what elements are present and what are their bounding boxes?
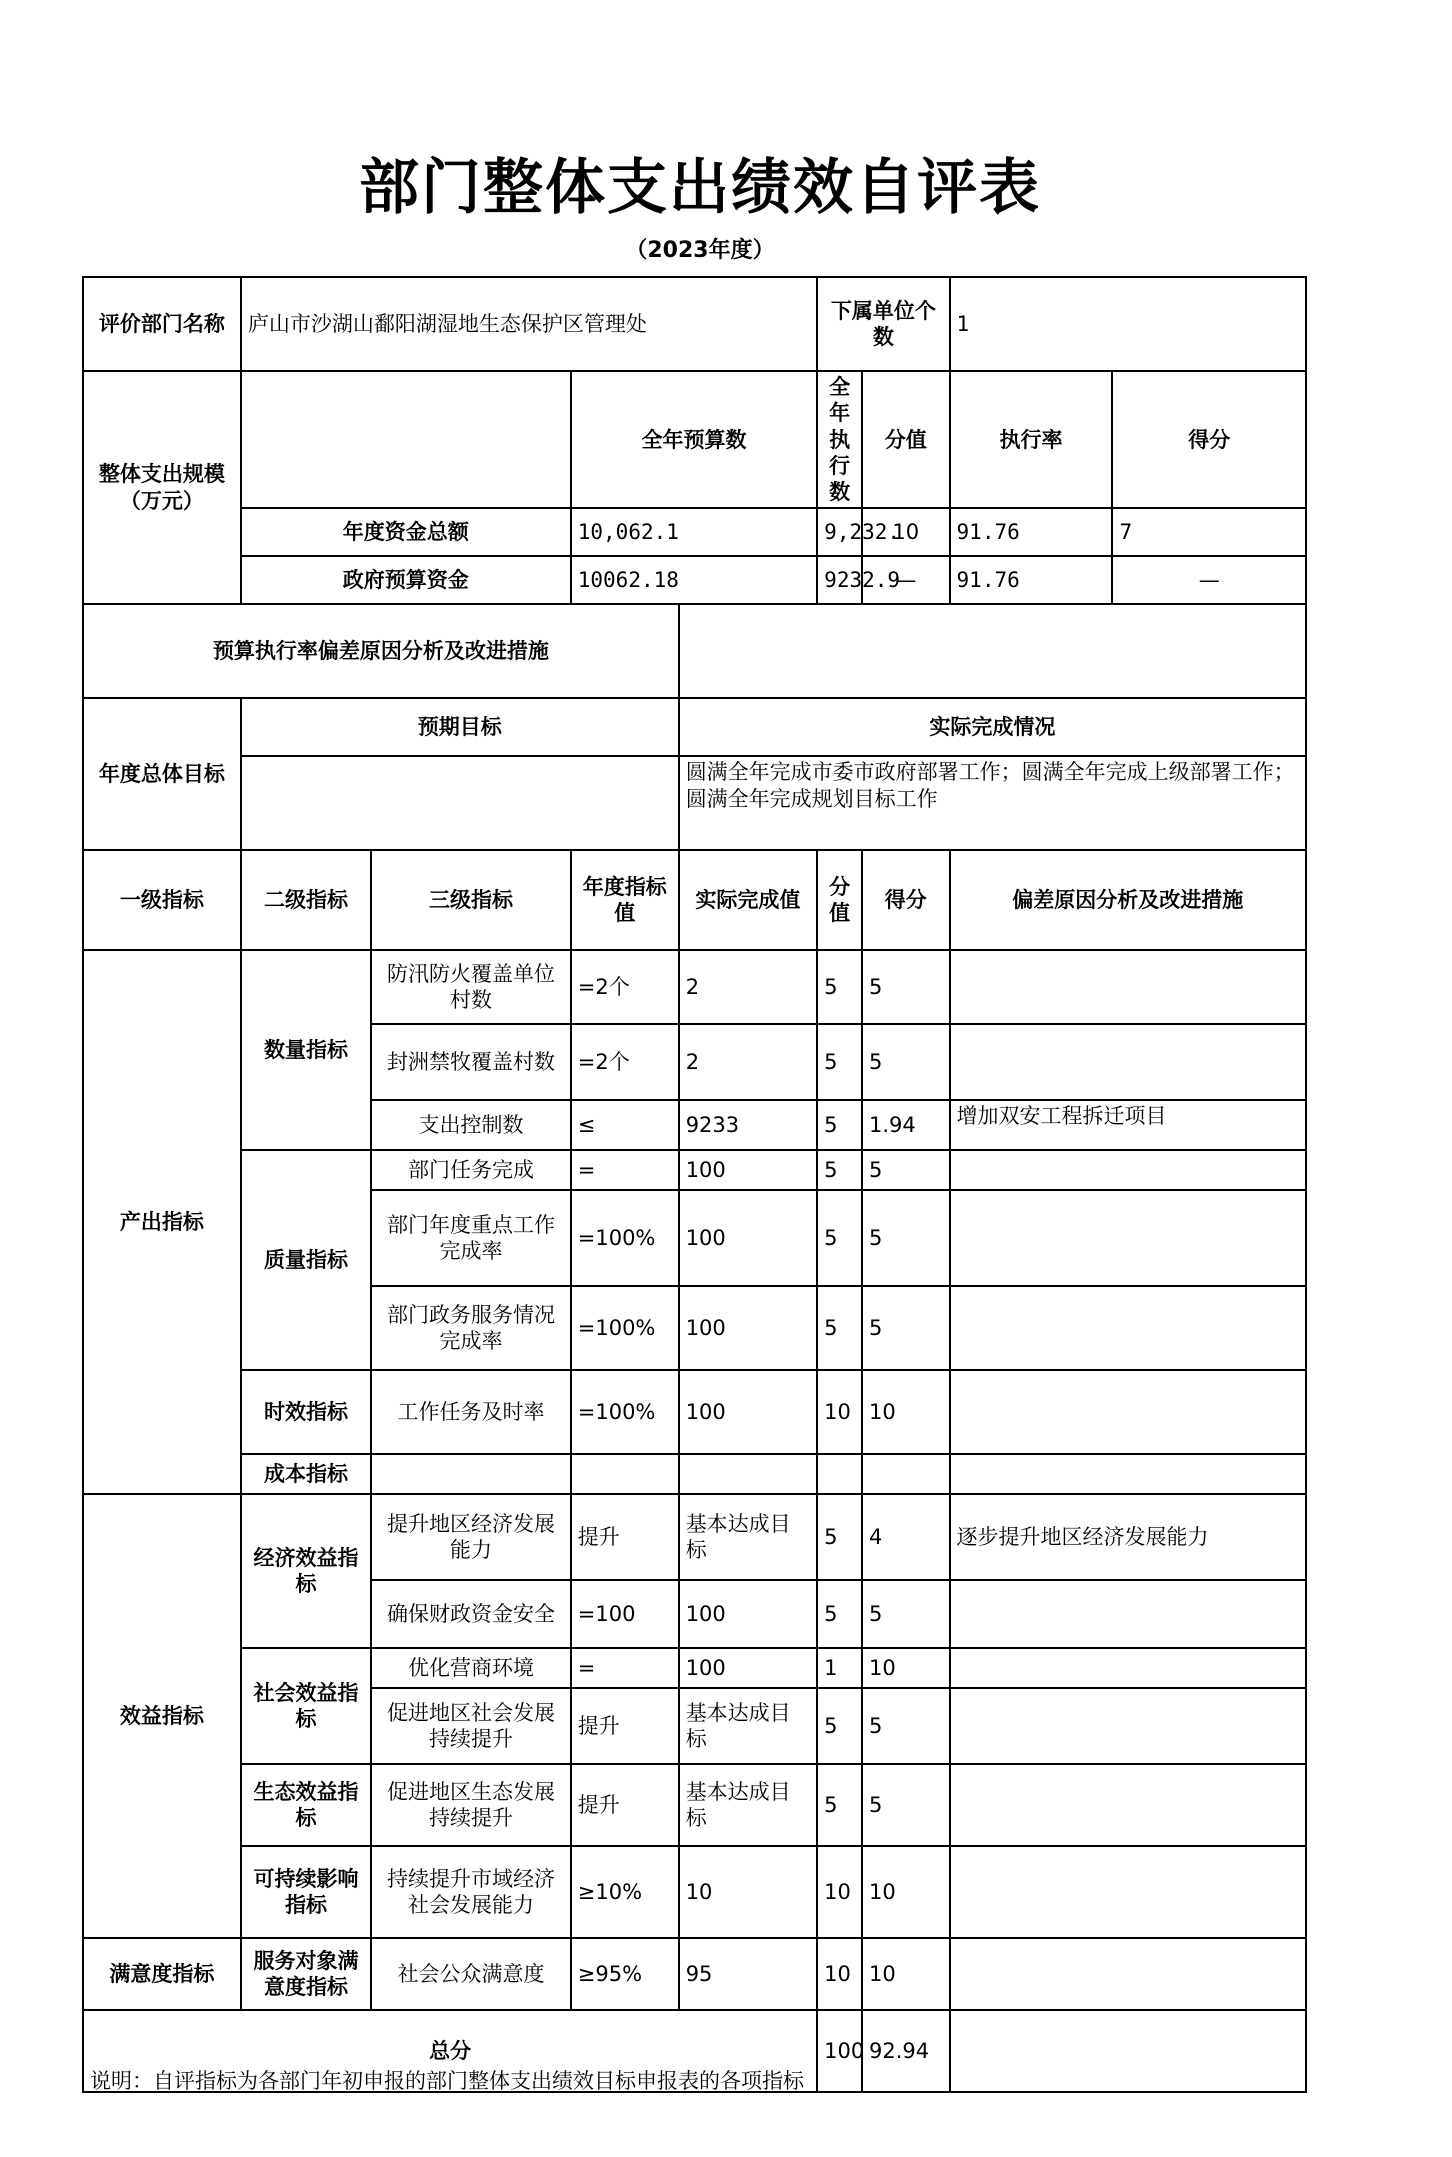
budget-row-name: 政府预算资金 <box>241 556 571 604</box>
indicator-row <box>83 1370 1306 1454</box>
target-cell: =100% <box>571 1190 679 1286</box>
expected-goal-value <box>241 756 679 850</box>
weight-cell: 5 <box>817 1150 862 1190</box>
actual-cell: 2 <box>679 950 817 1024</box>
indicator-row <box>83 1494 1306 1580</box>
l3-header: 三级指标 <box>371 850 571 950</box>
sub-unit-label: 下属单位个数 <box>817 277 949 371</box>
budget-row-name: 年度资金总额 <box>241 508 571 556</box>
weight-header: 分值 <box>817 850 862 950</box>
total-reason <box>950 2010 1306 2092</box>
year-subtitle: （2023年度） <box>625 238 775 263</box>
indicator-header-row <box>83 850 1306 950</box>
deviation-row <box>83 604 1306 698</box>
score-cell: 5 <box>862 1190 950 1286</box>
l3-cell: 部门年度重点工作完成率 <box>371 1190 571 1286</box>
deviation-label: 预算执行率偏差原因分析及改进措施 <box>83 604 679 698</box>
l2-cost: 成本指标 <box>241 1454 371 1494</box>
target-cell: ≥10% <box>571 1846 679 1938</box>
l3-cell: 促进地区生态发展持续提升 <box>371 1764 571 1846</box>
evaluation-table <box>82 276 1307 2093</box>
l2-service-satisfaction: 服务对象满意度指标 <box>241 1938 371 2010</box>
l1-satisfaction: 满意度指标 <box>83 1938 241 2010</box>
dept-name: 庐山市沙湖山鄱阳湖湿地生态保护区管理处 <box>241 277 817 371</box>
budget-value: 10062.18 <box>571 556 817 604</box>
budget-gov-row <box>83 556 1306 604</box>
exec-value: 9232.9 <box>817 556 862 604</box>
score-header: 得分 <box>862 850 950 950</box>
weight-cell: 5 <box>817 1494 862 1580</box>
weight-cell: 5 <box>817 1764 862 1846</box>
weight-cell: 5 <box>817 1286 862 1370</box>
l2-quality: 质量指标 <box>241 1150 371 1370</box>
total-score: 92.94 <box>862 2010 950 2092</box>
l1-benefit: 效益指标 <box>83 1494 241 1938</box>
target-cell: = <box>571 1150 679 1190</box>
weight-cell: 5 <box>817 1100 862 1150</box>
reason-cell: 逐步提升地区经济发展能力 <box>950 1494 1306 1580</box>
score-cell: 5 <box>862 1764 950 1846</box>
actual-cell: 9233 <box>679 1100 817 1150</box>
l3-cell: 部门政务服务情况完成率 <box>371 1286 571 1370</box>
target-cell: = <box>571 1648 679 1688</box>
score-cell: 5 <box>862 1580 950 1648</box>
target-cell: =100 <box>571 1580 679 1648</box>
indicator-row <box>83 950 1306 1024</box>
weight-cell: 5 <box>817 1688 862 1764</box>
weight-cell: 1 <box>817 1648 862 1688</box>
actual-header: 实际完成值 <box>679 850 817 950</box>
l2-social: 社会效益指标 <box>241 1648 371 1764</box>
reason-text: 增加双安工程拆迁项目 <box>956 1104 1167 1129</box>
l3-cell: 工作任务及时率 <box>371 1370 571 1454</box>
reason-cell <box>950 950 1306 1024</box>
score-header: 得分 <box>1112 371 1306 508</box>
l1-header: 一级指标 <box>83 850 241 950</box>
reason-cell <box>950 1688 1306 1764</box>
budget-scale-label: 整体支出规模（万元） <box>83 371 241 604</box>
reason-cell <box>950 1648 1306 1688</box>
dept-label: 评价部门名称 <box>83 277 241 371</box>
expected-goal-label: 预期目标 <box>241 698 679 756</box>
weight-cell <box>817 1454 862 1494</box>
score-cell: 5 <box>862 950 950 1024</box>
l3-cell: 支出控制数 <box>371 1100 571 1150</box>
score-cell: 5 <box>862 1286 950 1370</box>
actual-cell: 100 <box>679 1580 817 1648</box>
l3-cell: 防汛防火覆盖单位村数 <box>371 950 571 1024</box>
l3-cell: 确保财政资金安全 <box>371 1580 571 1648</box>
score-cell: 5 <box>862 1688 950 1764</box>
reason-cell <box>950 1190 1306 1286</box>
weight-value: 10 <box>862 508 950 556</box>
l2-ecological: 生态效益指标 <box>241 1764 371 1846</box>
actual-cell <box>679 1454 817 1494</box>
rate-value: 91.76 <box>950 556 1113 604</box>
actual-cell: 2 <box>679 1024 817 1100</box>
score-cell: 10 <box>862 1370 950 1454</box>
reason-cell <box>950 1100 1306 1150</box>
indicator-row <box>83 1150 1306 1190</box>
l3-cell: 封洲禁牧覆盖村数 <box>371 1024 571 1100</box>
rate-header: 执行率 <box>950 371 1113 508</box>
dept-row <box>83 277 1306 371</box>
actual-cell: 10 <box>679 1846 817 1938</box>
goal-header-row <box>83 698 1306 756</box>
l1-output: 产出指标 <box>83 950 241 1494</box>
reason-cell <box>950 1764 1306 1846</box>
l3-cell: 部门任务完成 <box>371 1150 571 1190</box>
score-cell: 5 <box>862 1024 950 1100</box>
l2-economic: 经济效益指标 <box>241 1494 371 1648</box>
reason-cell <box>950 1580 1306 1648</box>
score-cell: 5 <box>862 1150 950 1190</box>
actual-cell: 95 <box>679 1938 817 2010</box>
target-header: 年度指标值 <box>571 850 679 950</box>
actual-cell: 100 <box>679 1286 817 1370</box>
target-cell: ≥95% <box>571 1938 679 2010</box>
reason-cell <box>950 1024 1306 1100</box>
footnote: 说明：自评指标为各部门年初申报的部门整体支出绩效目标申报表的各项指标 <box>90 2069 804 2093</box>
reason-header: 偏差原因分析及改进措施 <box>950 850 1306 950</box>
annual-exec-header: 全年执行数 <box>817 371 862 508</box>
l3-cell <box>371 1454 571 1494</box>
target-cell: =100% <box>571 1370 679 1454</box>
rate-value: 91.76 <box>950 508 1113 556</box>
actual-goal-label: 实际完成情况 <box>679 698 1306 756</box>
reason-cell <box>950 1454 1306 1494</box>
total-label: 总分 <box>83 2010 817 2092</box>
score-cell: 4 <box>862 1494 950 1580</box>
target-cell: =2个 <box>571 1024 679 1100</box>
weight-value: — <box>862 556 950 604</box>
goal-content-row <box>83 756 1306 850</box>
target-cell: =2个 <box>571 950 679 1024</box>
actual-cell: 基本达成目标 <box>679 1494 817 1580</box>
score-cell: 10 <box>862 1648 950 1688</box>
target-cell <box>571 1454 679 1494</box>
deviation-value <box>679 604 1306 698</box>
l2-quantity: 数量指标 <box>241 950 371 1150</box>
actual-cell: 100 <box>679 1370 817 1454</box>
weight-cell: 5 <box>817 1580 862 1648</box>
budget-total-row <box>83 508 1306 556</box>
indicator-row <box>83 1764 1306 1846</box>
weight-cell: 5 <box>817 1190 862 1286</box>
budget-blank <box>241 371 571 508</box>
actual-cell: 100 <box>679 1648 817 1688</box>
weight-header: 分值 <box>862 371 950 508</box>
l3-cell: 优化营商环境 <box>371 1648 571 1688</box>
reason-cell <box>950 1846 1306 1938</box>
target-cell: 提升 <box>571 1688 679 1764</box>
weight-cell: 10 <box>817 1846 862 1938</box>
score-cell: 1.94 <box>862 1100 950 1150</box>
reason-cell <box>950 1150 1306 1190</box>
score-cell: 10 <box>862 1938 950 2010</box>
goal-label: 年度总体目标 <box>83 698 241 850</box>
annual-budget-header: 全年预算数 <box>571 371 817 508</box>
budget-value: 10,062.1 <box>571 508 817 556</box>
l2-sustainable: 可持续影响指标 <box>241 1846 371 1938</box>
actual-goal-text: 圆满全年完成市委市政府部署工作；圆满全年完成上级部署工作；圆满全年完成规划目标工作 <box>685 760 1295 811</box>
target-cell: =100% <box>571 1286 679 1370</box>
score-cell <box>862 1454 950 1494</box>
indicator-row <box>83 1846 1306 1938</box>
actual-cell: 基本达成目标 <box>679 1688 817 1764</box>
weight-cell: 10 <box>817 1938 862 2010</box>
score-value: — <box>1112 556 1306 604</box>
actual-cell: 基本达成目标 <box>679 1764 817 1846</box>
weight-cell: 5 <box>817 1024 862 1100</box>
indicator-row <box>83 1648 1306 1688</box>
score-value: 7 <box>1112 508 1306 556</box>
target-cell: 提升 <box>571 1494 679 1580</box>
reason-cell <box>950 1938 1306 2010</box>
reason-cell <box>950 1370 1306 1454</box>
actual-goal-value <box>679 756 1306 850</box>
total-weight: 100 <box>817 2010 862 2092</box>
weight-cell: 10 <box>817 1370 862 1454</box>
target-cell: ≤ <box>571 1100 679 1150</box>
l3-cell: 提升地区经济发展能力 <box>371 1494 571 1580</box>
l2-header: 二级指标 <box>241 850 371 950</box>
budget-header-row <box>83 371 1306 508</box>
actual-cell: 100 <box>679 1190 817 1286</box>
l2-timeliness: 时效指标 <box>241 1370 371 1454</box>
l3-cell: 持续提升市域经济社会发展能力 <box>371 1846 571 1938</box>
l3-cell: 社会公众满意度 <box>371 1938 571 2010</box>
sub-unit-count: 1 <box>950 277 1306 371</box>
exec-value: 9,232. <box>817 508 862 556</box>
l3-cell: 促进地区社会发展持续提升 <box>371 1688 571 1764</box>
indicator-row <box>83 1938 1306 2010</box>
actual-cell: 100 <box>679 1150 817 1190</box>
page-title: 部门整体支出绩效自评表 <box>359 153 1041 223</box>
weight-cell: 5 <box>817 950 862 1024</box>
score-cell: 10 <box>862 1846 950 1938</box>
indicator-row <box>83 1454 1306 1494</box>
reason-cell <box>950 1286 1306 1370</box>
target-cell: 提升 <box>571 1764 679 1846</box>
